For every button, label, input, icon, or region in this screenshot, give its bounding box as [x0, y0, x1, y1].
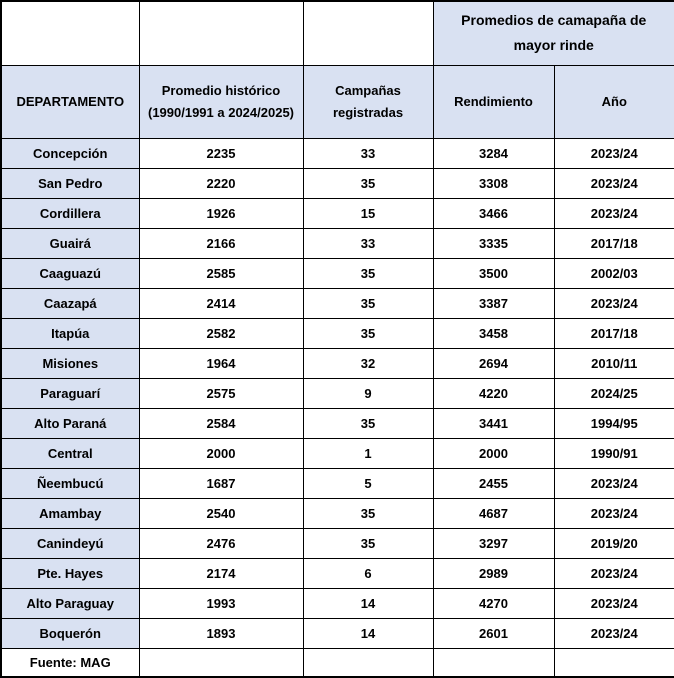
table-row [1, 468, 674, 498]
table-row [1, 288, 674, 318]
department-cell: Caaguazú [1, 258, 139, 288]
department-cell: Paraguarí [1, 378, 139, 408]
promedio-historico-cell: 2585 [139, 258, 303, 288]
campanas-registradas-cell: 35 [303, 498, 433, 528]
promedio-historico-cell: 2575 [139, 378, 303, 408]
department-cell: Ñeembucú [1, 468, 139, 498]
campanas-registradas-cell: 1 [303, 438, 433, 468]
ano-cell: 1994/95 [554, 408, 674, 438]
column-header-row [1, 65, 674, 138]
department-cell: Canindeyú [1, 528, 139, 558]
ano-cell: 2002/03 [554, 258, 674, 288]
table-row [1, 618, 674, 648]
merged-header-row [1, 1, 674, 65]
empty-cell [303, 648, 433, 677]
ano-cell: 2019/20 [554, 528, 674, 558]
rendimiento-cell: 4220 [433, 378, 554, 408]
department-cell: Concepción [1, 138, 139, 168]
promedio-historico-cell: 2174 [139, 558, 303, 588]
campanas-registradas-cell: 14 [303, 588, 433, 618]
department-cell: Guairá [1, 228, 139, 258]
rendimiento-cell: 3387 [433, 288, 554, 318]
campanas-registradas-cell: 33 [303, 138, 433, 168]
rendimiento-cell: 3284 [433, 138, 554, 168]
column-header-departamento: DEPARTAMENTO [1, 65, 139, 138]
department-cell: Caazapá [1, 288, 139, 318]
promedio-historico-cell: 2582 [139, 318, 303, 348]
department-cell: San Pedro [1, 168, 139, 198]
campanas-registradas-cell: 35 [303, 318, 433, 348]
table-row [1, 498, 674, 528]
column-header-promedio-historico: Promedio histórico (1990/1991 a 2024/2025) [139, 65, 303, 138]
table-row [1, 558, 674, 588]
promedio-historico-cell: 2166 [139, 228, 303, 258]
merged-header-promedios-mayor-rinde: Promedios de camapaña de mayor rinde [433, 1, 674, 65]
department-cell: Cordillera [1, 198, 139, 228]
column-header-ano: Año [554, 65, 674, 138]
table-row [1, 588, 674, 618]
ano-cell: 2023/24 [554, 588, 674, 618]
rendimiento-cell: 3308 [433, 168, 554, 198]
campanas-registradas-cell: 35 [303, 258, 433, 288]
ano-cell: 2024/25 [554, 378, 674, 408]
ano-cell: 2017/18 [554, 228, 674, 258]
table-row [1, 168, 674, 198]
rendimiento-cell: 3466 [433, 198, 554, 228]
empty-cell [433, 648, 554, 677]
campanas-registradas-cell: 9 [303, 378, 433, 408]
table-row [1, 378, 674, 408]
empty-cell [554, 648, 674, 677]
ano-cell: 2023/24 [554, 618, 674, 648]
ano-cell: 2023/24 [554, 198, 674, 228]
ano-cell: 2023/24 [554, 138, 674, 168]
campanas-registradas-cell: 35 [303, 288, 433, 318]
table-body [1, 138, 674, 648]
table-row [1, 198, 674, 228]
column-header-campanas-registradas: Campañas registradas [303, 65, 433, 138]
campanas-registradas-cell: 14 [303, 618, 433, 648]
ano-cell: 1990/91 [554, 438, 674, 468]
campanas-registradas-cell: 35 [303, 408, 433, 438]
rendimiento-cell: 4687 [433, 498, 554, 528]
campanas-registradas-cell: 35 [303, 528, 433, 558]
campanas-registradas-cell: 6 [303, 558, 433, 588]
department-cell: Itapúa [1, 318, 139, 348]
rendimiento-cell: 2694 [433, 348, 554, 378]
promedio-historico-cell: 2476 [139, 528, 303, 558]
column-header-rendimiento: Rendimiento [433, 65, 554, 138]
rendimiento-cell: 3458 [433, 318, 554, 348]
rendimiento-cell: 3297 [433, 528, 554, 558]
empty-cell [139, 1, 303, 65]
ano-cell: 2010/11 [554, 348, 674, 378]
promedio-historico-cell: 2414 [139, 288, 303, 318]
ano-cell: 2023/24 [554, 168, 674, 198]
campanas-registradas-cell: 15 [303, 198, 433, 228]
campanas-registradas-cell: 5 [303, 468, 433, 498]
promedio-historico-cell: 2220 [139, 168, 303, 198]
promedio-historico-cell: 2235 [139, 138, 303, 168]
table-row [1, 258, 674, 288]
table-row [1, 408, 674, 438]
promedio-historico-cell: 2000 [139, 438, 303, 468]
rendimiento-cell: 4270 [433, 588, 554, 618]
department-cell: Alto Paraguay [1, 588, 139, 618]
empty-cell [139, 648, 303, 677]
promedio-historico-cell: 1964 [139, 348, 303, 378]
department-cell: Alto Paraná [1, 408, 139, 438]
campanas-registradas-cell: 35 [303, 168, 433, 198]
table-row [1, 528, 674, 558]
department-cell: Amambay [1, 498, 139, 528]
table-row [1, 318, 674, 348]
campanas-registradas-cell: 33 [303, 228, 433, 258]
promedio-historico-cell: 1687 [139, 468, 303, 498]
rendimiento-cell: 2455 [433, 468, 554, 498]
department-cell: Misiones [1, 348, 139, 378]
source-note: Fuente: MAG [1, 648, 139, 677]
empty-cell [1, 1, 139, 65]
promedio-historico-cell: 2584 [139, 408, 303, 438]
rendimiento-cell: 2601 [433, 618, 554, 648]
source-row [1, 648, 674, 677]
rendimiento-cell: 3500 [433, 258, 554, 288]
rendimiento-cell: 2000 [433, 438, 554, 468]
table-row [1, 348, 674, 378]
ano-cell: 2023/24 [554, 468, 674, 498]
table-row [1, 138, 674, 168]
department-cell: Boquerón [1, 618, 139, 648]
campanas-registradas-cell: 32 [303, 348, 433, 378]
promedio-historico-cell: 1993 [139, 588, 303, 618]
promedio-historico-cell: 1893 [139, 618, 303, 648]
rendimiento-cell: 2989 [433, 558, 554, 588]
rendimiento-cell: 3441 [433, 408, 554, 438]
ano-cell: 2017/18 [554, 318, 674, 348]
empty-cell [303, 1, 433, 65]
table-row [1, 438, 674, 468]
ano-cell: 2023/24 [554, 558, 674, 588]
promedio-historico-cell: 2540 [139, 498, 303, 528]
department-cell: Central [1, 438, 139, 468]
rendimiento-cell: 3335 [433, 228, 554, 258]
table-row [1, 228, 674, 258]
promedio-historico-cell: 1926 [139, 198, 303, 228]
department-cell: Pte. Hayes [1, 558, 139, 588]
ano-cell: 2023/24 [554, 498, 674, 528]
ano-cell: 2023/24 [554, 288, 674, 318]
